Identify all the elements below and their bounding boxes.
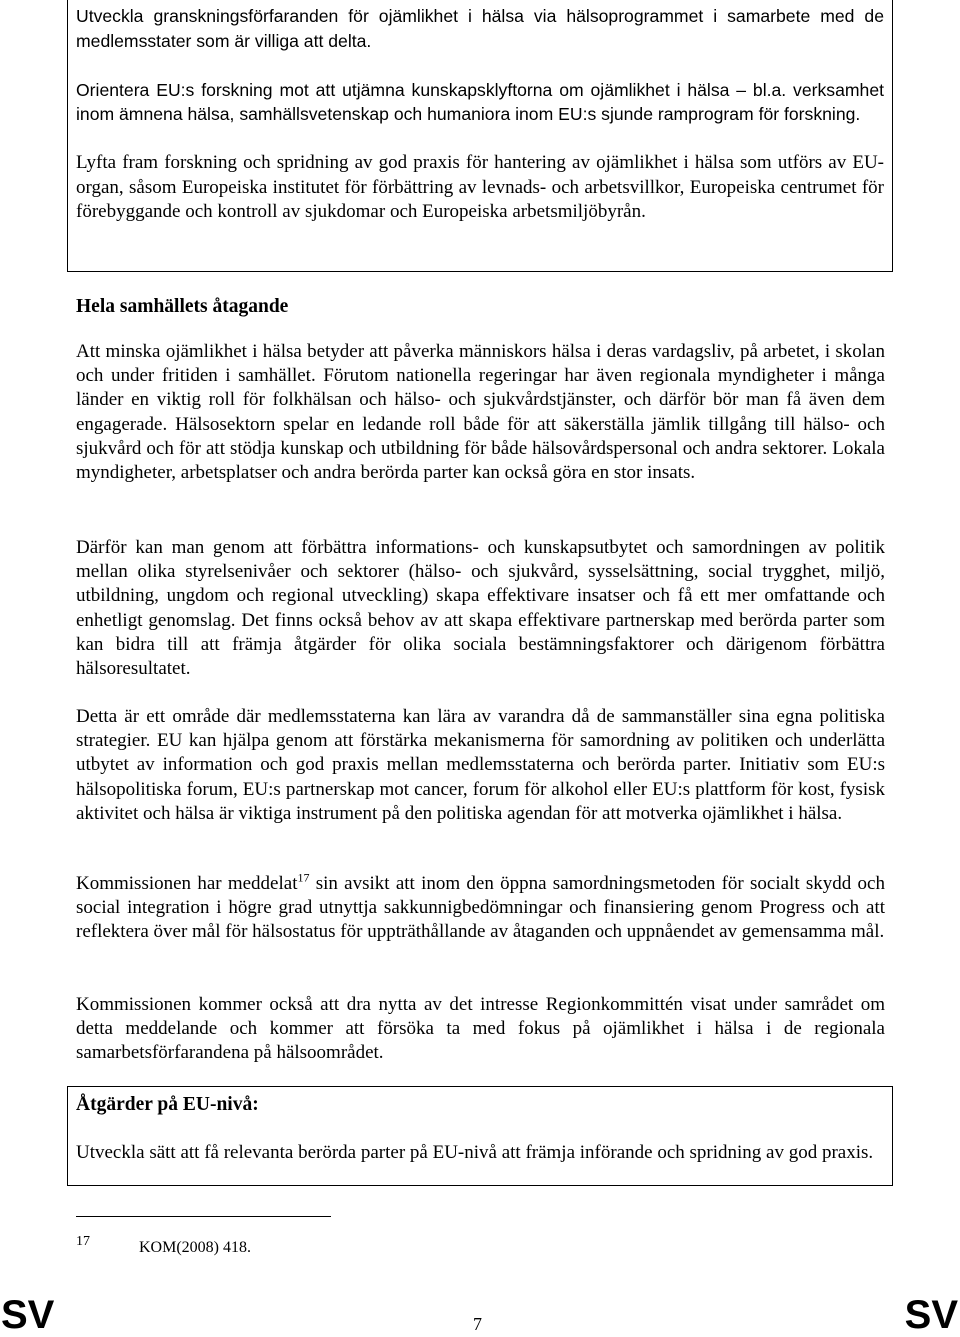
footnote-number: 17 — [76, 1234, 90, 1249]
body-paragraph-2: Därför kan man genom att förbättra informations- och kunskapsutbytet och samordningen av politik mellan olika styrelsenivåer och sektorer (hälso- och sjukvård, sysselsättning, social trygghet, miljö, utbildning, ungdom och regional utveckling) skapa effektivare insatser och få ett mer omfattande och enhetligt genomslag. Det finns också behov av att skapa effektivare partnerskap med berörda parter som kan bidra till att främja åtgärder för olika sociala bestämningsfaktorer och därigenom förbättra hälsoresultatet. — [76, 537, 885, 680]
body-paragraph-4-start: Kommissionen har meddelat — [76, 873, 298, 894]
body-paragraph-4 — [76, 872, 885, 945]
body-paragraph-4-end: sin avsikt att inom den öppna samordningsmetoden för socialt skydd och social integration i högre grad utnyttja sakkunnigbedömningar och finansiering genom Progress och att reflektera över mål för hälsostatus för uppträthållande av åtaganden och uppnåendet av gemensamma mål. — [76, 873, 885, 943]
action-box-heading: Åtgärder på EU-nivå: — [76, 1094, 259, 1115]
action-box-text: Utveckla sätt att få relevanta berörda parter på EU-nivå att främja införande och spridning av god praxis. — [76, 1141, 874, 1163]
body-paragraph-3: Detta är ett område där medlemsstaterna kan lära av varandra då de sammanställer sina egna politiska strategier. EU kan hjälpa genom att förstärka mekanismerna för samordning av politiken och underlätta utbytet av information och god praxis mellan medlemsstaterna och berörda parter. Initiativ som EU:s hälsopolitiska forum, EU:s partnerskap mot cancer, forum för alkohol eller EU:s plattform för kost, fysisk aktivitet och hälsa är viktiga instrument på den politiska agendan för att motverka ojämlikhet i hälsa. — [76, 706, 885, 824]
footer-language-right: SV — [904, 1293, 958, 1337]
action-box-top — [67, 0, 893, 272]
footnote-reference: 17 — [297, 870, 310, 885]
action-box-bottom — [67, 1086, 893, 1186]
footer-language-left: SV — [1, 1293, 55, 1337]
footnote-text: KOM(2008) 418. — [139, 1239, 251, 1256]
body-paragraph-5: Kommissionen kommer också att dra nytta av det intresse Regionkommittén visat under samrådet om detta meddelande och kommer att försöka ta med fokus på ojämlikhet i hälsa i de regionala samarbetsförfarandena på hälsoområdet. — [76, 994, 885, 1064]
box-paragraph-3: Lyfta fram forskning och spridning av god praxis för hantering av ojämlikhet i hälsa som utförs av EU-organ, såsom Europeiska institutet för förbättring av levnads- och arbetsvillkor, Europeiska centrumet för förebyggande och kontroll av sjukdomar och Europeiska arbetsmiljöbyrån. — [76, 152, 884, 222]
page-number: 7 — [473, 1314, 482, 1334]
body-paragraph-1: Att minska ojämlikhet i hälsa betyder att påverka människors hälsa i deras vardagsliv, på arbetet, i skolan och under fritiden i samhället. Förutom nationella regeringar har även regionala myndigheter i många länder en viktig roll för folkhälsan och hälso- och sjukvårdstjänster, och därför bör man få även dem engagerade. Hälsosektorn spelar en ledande roll både för att säkerställa jämlik tillgång till hälso- och sjukvård och för att stödja kunskap och utbildning för både hälsovårdspersonal och andra sektorer. Lokala myndigheter, arbetsplatser och andra berörda parter kan också göra en stor insats. — [76, 341, 885, 484]
box-paragraph-1: Utveckla granskningsförfaranden för ojämlikhet i hälsa via hälsoprogrammet i samarbete med de medlemsstater som är villiga att delta. — [76, 6, 884, 51]
footnote-separator — [76, 1216, 331, 1217]
box-paragraph-2: Orientera EU:s forskning mot att utjämna kunskapsklyftorna om ojämlikhet i hälsa – bl.a. verksamhet inom ämnena hälsa, samhällsvetenskap och humaniora inom EU:s sjunde ramprogram för forskning. — [76, 79, 884, 124]
section-heading: Hela samhällets åtagande — [76, 296, 289, 317]
